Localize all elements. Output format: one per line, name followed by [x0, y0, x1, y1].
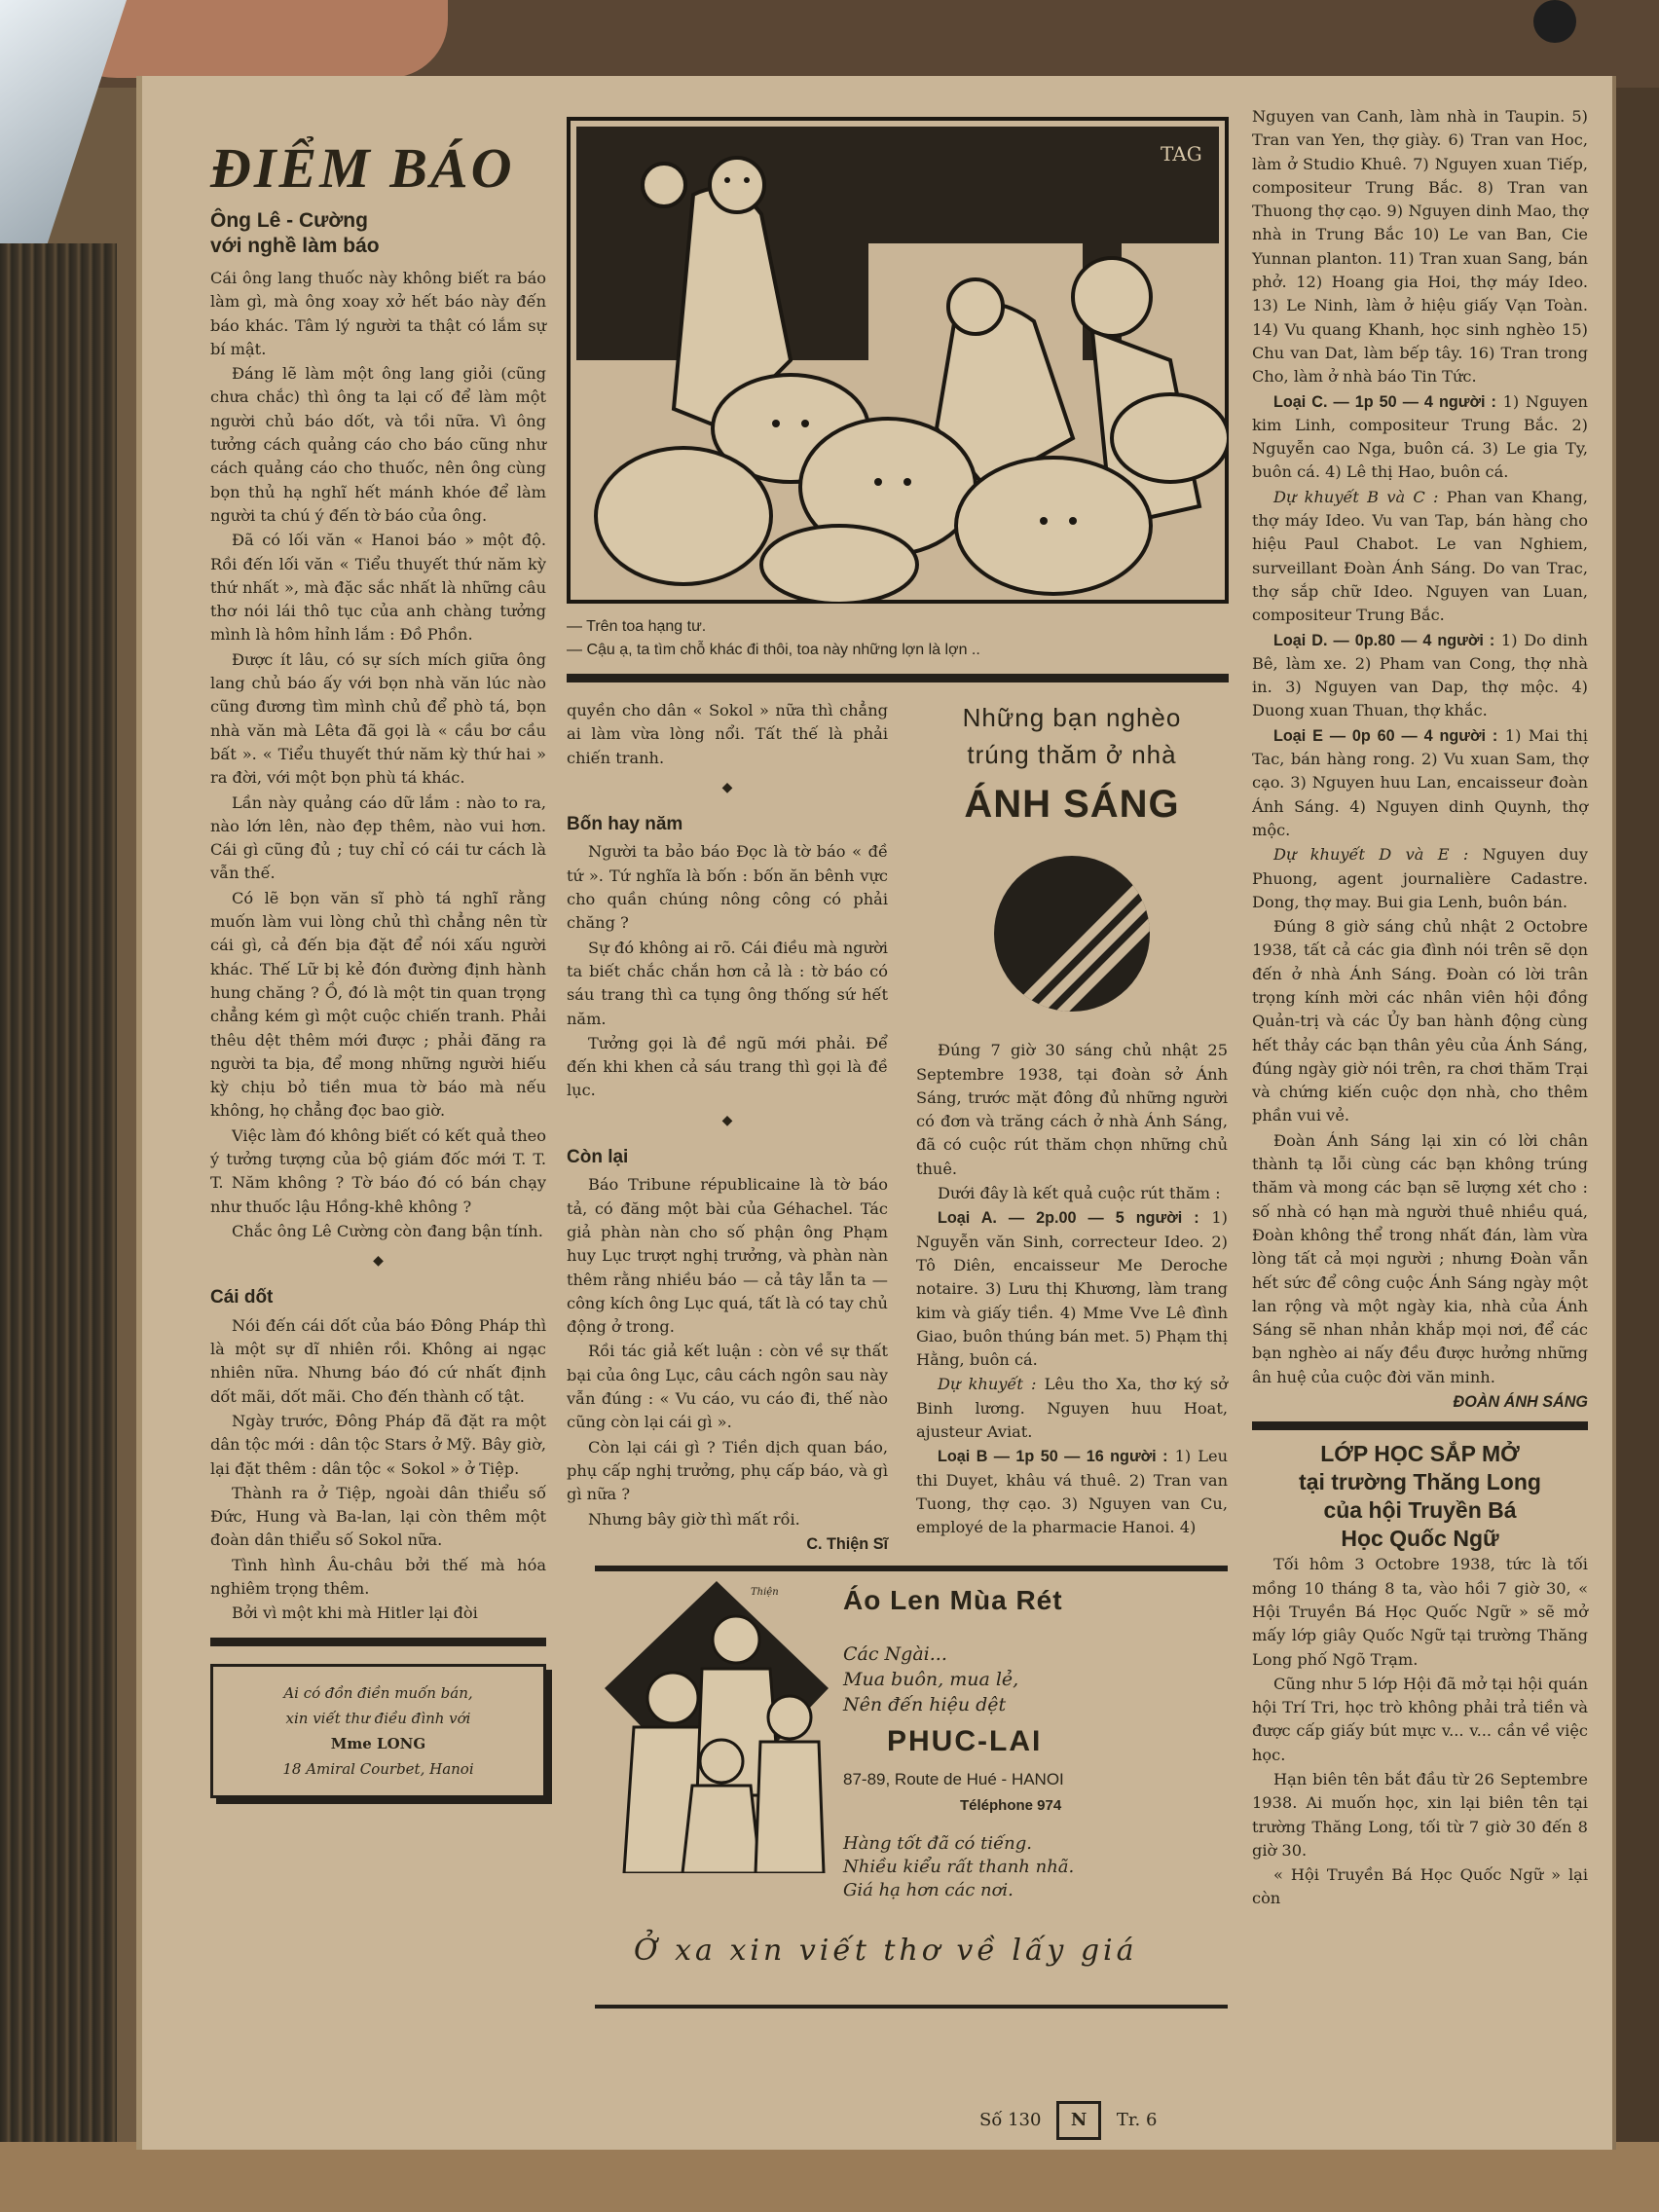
ad-address: 87-89, Route de Hué - HANOI [843, 1770, 1064, 1788]
article3-p1: Người ta bảo báo Đọc là tờ báo « đề tứ ». Tứ nghĩa là bốn : bốn ăn bênh vực cho quần chúng nông công có phải chăng ? [567, 842, 888, 933]
loai-d-label: Loại D. — 0p.80 — 4 người : [1273, 631, 1495, 649]
cartoon-caption-2: — Cậu ạ, ta tìm chỗ khác đi thôi, toa này những lợn là lợn .. [567, 642, 980, 658]
article4-p3: Còn lại cái gì ? Tiền dịch quan báo, phụ cấp nghị trưởng, phụ cấp báo, và gì gì nữa ? [567, 1437, 888, 1504]
article2-cont-p1: quyền cho dân « Sokol » nữa thì chẳng ai làm vừa lòng nổi. Tất thế là phải chiến tranh. [567, 701, 888, 767]
article2-p4: Tình hình Âu-châu bởi thế mà hóa nghiêm trọng thêm. [210, 1555, 546, 1599]
anh-sang-col4-p1: Nguyen van Canh, làm nhà in Taupin. 5) Tran van Yen, thợ giày. 6) Tran van Hoc, làm ở Studio Khuê. 7) Nguyen xuan Tiếp, compositeur Trung Bắc. 8) Tran van Thuong thợ cạo. 9) Nguyen dinh Mao, thợ nhà in Trung Bắc 10) Le van Ban, Cie Yunnan planton. 11) Tran xuan Sang, bán phở. 12) Hoang gia Hoi, thợ máy Ideo. 13) Le Ninh, làm ở hiệu giấy Vạn Toàn. 14) Vu quang Khanh, học sinh nghèo 15) Chu van Dat, làm bếp tây. 16) Tran trong Cho, làm ở nhà báo Tin Tức. [1252, 107, 1588, 387]
ad-illustration [605, 1581, 829, 1873]
article2-p2: Ngày trước, Đông Pháp đã đặt ra một dân tộc mới : dân tộc Stars ở Mỹ. Bây giờ, lại đặt thêm : dân tộc « Sokol » ở Tiệp. [210, 1411, 546, 1478]
notice-box [210, 1664, 546, 1798]
article3-p3: Tưởng gọi là đề ngũ mới phải. Để đến khi khen cả sáu trang thì gọi là đề lục. [567, 1033, 888, 1100]
article1-p6: Có lẽ bọn văn sĩ phò tá nghĩ rằng muốn làm vui lòng chủ thì chẳng nên từ cái gì, cả đến bịa đặt để nói xấu người khác. Thế Lữ bị kẻ đón đường định hành hung chăng ? Ồ, đó là một tin quan trọng chẳng kém gì một cuộc chiến tranh. Phải thêu dệt thêm mới được ; phải đăng ra người ta bịa, để mong những người hiếu kỳ chịu bỏ tiền mua tờ báo mà nếu không, họ chẳng đọc bao giờ. [210, 888, 546, 1121]
ad-line2: Mua buôn, mua lẻ, [843, 1669, 1019, 1690]
column-rule [210, 1638, 546, 1646]
anh-sang-logo [916, 851, 1228, 1023]
article1-title-line1: Ông Lê - Cường [210, 209, 368, 232]
column-2 [567, 699, 888, 1556]
article4-title: Còn lại [567, 1147, 629, 1168]
ad-line3: Nên đến hiệu dệt [843, 1694, 1007, 1715]
article2-title: Cái dốt [210, 1287, 274, 1309]
article3-title: Bốn hay năm [567, 814, 683, 835]
lop-hoc-title-1: LỚP HỌC SẮP MỞ [1320, 1441, 1520, 1467]
lop-hoc-p1: Tối hôm 3 Octobre 1938, tức là tối mồng 10 tháng 8 ta, vào hồi 7 giờ 30, « Hội Truyền Bá Học Quốc Ngữ » sẽ mở mấy lớp giây Quốc Ngữ tại trường Thăng Long phố Ngõ Trạm. [1252, 1555, 1588, 1669]
section-divider: ◆ [721, 779, 733, 795]
ad-line1: Các Ngài... [843, 1643, 947, 1665]
cartoon-caption-1: — Trên toa hạng tư. [567, 618, 707, 635]
anh-sang-final-p1: Đúng 8 giờ sáng chủ nhật 2 Octobre 1938, tất cả các gia đình nói trên sẽ dọn đến ở nhà Ánh Sáng. Đoàn có lời trân trọng kính mời các nhân viên hội đồng Quản-trị và các Ủy ban hành động cùng hết thảy các bạn thân yêu của Ánh Sáng, đúng ngày giờ nói trên, ra chơi thăm Trại và chứng kiến cuộc dọn nhà, cho thêm phần vui vẻ. [1252, 917, 1588, 1125]
cartoon-illustration [567, 117, 1229, 604]
article1-p4: Được ít lâu, có sự sích mích giữa ông lang chủ báo ấy với bọn nhà văn lúc nào cũng đương tìm mình chủ để phò tá, bọn nhà văn mà Lêta đã gọi là « cầu bơ cầu bất ». « Tiểu thuyết thứ năm kỳ thứ hai » ra đời, với một bọn phù tá khác. [210, 649, 546, 788]
lop-hoc-p3: Hạn biên tên bắt đầu từ 26 Septembre 1938. Ai muốn học, xin lại biên tên tại trường Thăng Long, tối từ 7 giờ 30 đến 8 giờ 30. [1252, 1770, 1588, 1860]
article3-p2: Sự đó không ai rõ. Cái điều mà người ta biết chắc chắn hơn cả là : tờ báo có sáu trang thì ca tụng ông thống sứ hết năm. [567, 938, 888, 1028]
loai-e-label: Loại E — 0p 60 — 4 người : [1273, 726, 1498, 745]
article4-signature: C. Thiện Sĩ [806, 1534, 888, 1553]
anh-sang-headline-1: Những bạn nghèo [962, 703, 1182, 732]
masthead-logo-icon: N [1056, 2101, 1101, 2140]
page-stack-edge [0, 243, 117, 2171]
page-footer [979, 2101, 1157, 2140]
anh-sang-intro: Đúng 7 giờ 30 sáng chủ nhật 25 Septembre 1938, tại đoàn sở Ánh Sáng, trước mặt đông đủ những người có đơn và trăng cách ở nhà Ánh Sáng, đã có cuộc rút thăm chọn những chủ thuê. [916, 1041, 1228, 1178]
loai-a-text: 1) Nguyễn văn Sinh, correcteur Ideo. 2) Tô Diên, encaisseur Me Deroche notaire. 3) Lưu thị Khương, làm trang kim và giấy tiền. 4) Mme Vve Lê đình Giao, buôn thúng bán met. 5) Phạm thị Hằng, buôn cá. [916, 1208, 1228, 1370]
notice-line4: 18 Amiral Courbet, Hanoi [282, 1759, 474, 1778]
du-khuyet-de-text: Nguyen duy Phuong, agent journalière Cadastre. Dong, thợ may. Bui gia Lenh, buôn bán. [1252, 845, 1588, 911]
lop-hoc-title-4: Học Quốc Ngữ [1341, 1526, 1499, 1552]
cartoon [567, 117, 1229, 686]
ad-title: Áo Len Mùa Rét [843, 1585, 1063, 1615]
notice-line1: Ai có đồn điền muốn bán, [283, 1683, 473, 1702]
column-3 [916, 699, 1228, 1541]
cartoon-caption [567, 615, 1229, 662]
notice-line3: Mme LONG [330, 1734, 426, 1752]
ad-line6: Giá hạ hơn các nơi. [843, 1880, 1014, 1900]
article4-p4: Nhưng bây giờ thì mất rồi. [588, 1509, 800, 1529]
ad-shop-name: PHUC-LAI [887, 1725, 1043, 1757]
anh-sang-emblem-icon [989, 851, 1155, 1016]
loai-b-text: 1) Leu thi Duyet, khâu vá thuê. 2) Tran van Tuong, thợ cạo. 3) Nguyen van Cu, employé de la pharmacie Hanoi. 4) [916, 1447, 1228, 1537]
article1-title-line2: với nghề làm báo [210, 235, 380, 257]
page-title: ĐIỂM BÁO [210, 136, 515, 200]
article2-p1: Nói đến cái dốt của báo Đông Pháp thì là một sự dĩ nhiên rồi. Không ai ngạc nhiên nữa. Nhưng báo đó cứ nhất định dốt mãi, dốt mãi. Cho đến thành cố tật. [210, 1315, 546, 1406]
lop-hoc-p4: « Hội Truyền Bá Học Quốc Ngữ » lại còn [1252, 1865, 1588, 1908]
anh-sang-headline [916, 699, 1228, 835]
du-khuyet-bc-text: Phan van Khang, thợ máy Ideo. Vu van Tap, bán hàng cho hiệu Paul Chabot. Le van Nghiem, surveillant Đoàn Ánh Sáng. Do van Trac, thợ sắp chữ Ideo. Nguyen van Luan, compositeur Trung Bắc. [1252, 487, 1588, 625]
article2-p5: Bởi vì một khi mà Hitler lại đòi [232, 1604, 478, 1623]
lop-hoc-headline [1252, 1440, 1588, 1553]
issue-number: Số 130 [979, 2110, 1042, 2130]
article1-p8: Chắc ông Lê Cường còn đang bận tính. [232, 1221, 543, 1240]
loai-c-label: Loại C. — 1p 50 — 4 người : [1273, 392, 1496, 411]
loai-b-label: Loại B — 1p 50 — 16 người : [938, 1448, 1168, 1466]
anh-sang-final-p2: Đoàn Ánh Sáng lại xin có lời chân thành tạ lỗi cùng các bạn không trúng thăm và mong các bạn sẽ lượng xét cho : số nhà có hạn mà người thuê nhiều quá, Đoàn không thể trong nhất đán, làm vừa lòng tất cả mọi người ; nhưng Đoàn vẫn hết sức để công cuộc Ánh Sáng ngày một lan rộng và một ngày kia, nhà của Ánh Sáng sẽ nhan nhản khắp mọi nơi, để các bạn nghèo ai nấy đều được hưởng những ân huệ của cuộc đời văn minh. [1252, 1130, 1588, 1386]
ad-artist: Thiện [751, 1587, 779, 1598]
section-divider: ◆ [721, 1112, 733, 1128]
du-khuyet-bc-label: Dự khuyết B và C : [1273, 487, 1439, 506]
cartoon-rule [567, 674, 1229, 682]
page-number: Tr. 6 [1116, 2110, 1158, 2130]
loai-d-text: 1) Do dinh Bê, làm xe. 2) Pham van Cong, thợ nhà in. 3) Nguyen van Dap, thợ mộc. 4) Duong xuan Thuan, thợ khắc. [1252, 630, 1588, 720]
loai-e-text: 1) Mai thị Tac, bán hàng rong. 2) Vu xuan Sam, thợ cạo. 3) Nguyen huu Lan, encaisseur đoàn Ánh Sáng. 4) Nguyen dinh Quynh, thợ mộc. [1252, 725, 1588, 839]
lop-hoc-p2: Cũng như 5 lớp Hội đã mở tại hội quán hội Trí Tri, học trò không phải trả tiền và được cấp giấy bút mực v... v... cần về việc học. [1252, 1674, 1588, 1764]
article1-p2: Đáng lẽ làm một ông lang giỏi (cũng chưa chắc) thì ông ta lại cố để làm một người chủ báo dốt, và tồi nữa. Vì ông tưởng cách quảng cáo cho báo cũng như cách quảng cáo cho thuốc, nên ông cùng bọn thủ hạ nghĩ hết mánh khóe để làm người ta chú ý đến tờ báo của ông. [210, 364, 546, 525]
article1-p3: Đã có lối văn « Hanoi báo » một độ. Rồi đến lối văn « Tiểu thuyết thứ năm kỳ thứ nhất », mà đặc sắc nhất là những câu thơ nói lái thô tục của anh chàng tưởng mình là hôm hỉnh lắm : Đồ Phồn. [210, 531, 546, 645]
column-rule [1252, 1421, 1588, 1430]
table-surface [0, 2142, 1659, 2212]
anh-sang-headline-3: ÁNH SÁNG [964, 783, 1180, 826]
loai-c-text: 1) Nguyen kim Linh, compositeur Trung Bắc. 2) Nguyễn cao Nga, buôn cá. 3) Le gia Ty, buôn cá. 4) Lê thị Hao, buôn cá. [1252, 391, 1588, 482]
ad-intro [843, 1641, 1018, 1717]
metal-clip [0, 0, 127, 273]
column-1 [210, 134, 546, 1798]
column-4 [1252, 105, 1588, 1912]
newspaper-page [136, 76, 1616, 2150]
ad-phone: Téléphone 974 [960, 1797, 1062, 1814]
du-khuyet-label: Dự khuyết : [938, 1375, 1037, 1394]
article1-p7: Việc làm đó không biết có kết quả theo ý tưởng tượng của bộ giám đốc mới T. T. T. Năm không ? Tờ báo đó có bán chạy như thuốc lậu Hồng-khê không ? [210, 1125, 546, 1216]
lop-hoc-title-2: tại trường Thăng Long [1299, 1469, 1541, 1495]
article1-p1: Cái ông lang thuốc này không biết ra báo làm gì, mà ông xoay xở hết báo này đến báo khác. Tâm lý người ta thật có lắm sự bí mật. [210, 269, 546, 358]
dark-knob [1533, 0, 1576, 43]
article2-p3: Thành ra ở Tiệp, ngoài dân thiểu số Đức, Hung và Ba-lan, lại còn thêm một đoàn dân thiểu số Sokol nữa. [210, 1483, 546, 1550]
anh-sang-headline-2: trúng thăm ở nhà [967, 740, 1177, 769]
ad-benefits [843, 1832, 1074, 1902]
lop-hoc-title-3: của hội Truyền Bá [1323, 1497, 1517, 1524]
loai-a-label: Loại A. — 2p.00 — 5 người : [938, 1209, 1199, 1228]
du-khuyet-text: Lêu tho Xa, thơ ký sở Binh lương. Nguyen huu Hoat, ajusteur Aviat. [916, 1375, 1228, 1442]
section-divider: ◆ [373, 1253, 384, 1270]
ad-line4: Hàng tốt đã có tiếng. [843, 1833, 1032, 1854]
article4-p1: Báo Tribune républicaine là tờ báo tả, có đăng một bài của Géhachel. Tác giả phàn nàn cho số phận ông Phạm huy Lục trượt nghị trưởng, và phàn nàn thêm rằng nhiều báo — cả tây lẫn ta — công kích ông Lục quá, tất là có tay chủ động ở trong. [567, 1175, 888, 1337]
notice-line2: xin viết thư điều đình với [285, 1709, 471, 1727]
advertisement [595, 1566, 1228, 2009]
ad-script-line: Ở xa xin viết thơ về lấy giá [634, 1934, 1138, 1968]
ad-line5: Nhiều kiểu rất thanh nhã. [843, 1857, 1075, 1877]
article4-p2: Rồi tác giả kết luận : còn về sự thất bại của ông Lục, câu cách ngôn sau này vẫn đúng : « Vu cáo, vu cáo đi, thế nào cũng còn lại cái gì ». [567, 1342, 888, 1432]
anh-sang-result-title: Dưới đây là kết quả cuộc rút thăm : [938, 1184, 1221, 1203]
du-khuyet-de-label: Dự khuyết D và E : [1273, 845, 1469, 865]
article1-p5: Lần này quảng cáo dữ lắm : nào to ra, nào lớn lên, nào đẹp thêm, nào vui hơn. Cái gì cũng đủ ; tuy chỉ có cái tư cách là vẫn thế. [210, 793, 546, 883]
anh-sang-signature: ĐOÀN ÁNH SÁNG [1453, 1393, 1588, 1412]
cartoon-signature: TAG [1161, 142, 1202, 166]
